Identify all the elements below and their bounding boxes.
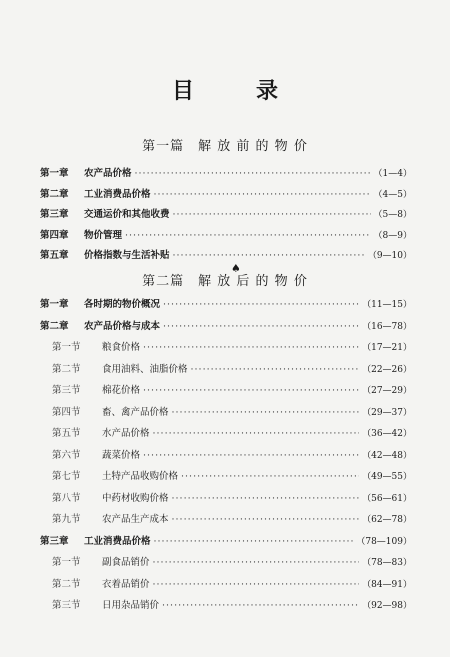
toc-entry-page: （1—4） <box>373 169 412 179</box>
toc-entry-page: （78—83） <box>362 558 412 568</box>
toc-entry-page: （42—48） <box>362 450 412 461</box>
toc-entry-page: （92—98） <box>362 601 412 611</box>
toc-entry[interactable] <box>40 382 412 398</box>
toc-entry[interactable] <box>40 533 412 549</box>
toc-entry[interactable] <box>40 227 412 243</box>
leader-dots <box>143 385 359 396</box>
leader-dots <box>135 168 371 179</box>
toc-entry-title: 工业消费品价格 <box>84 188 151 200</box>
toc-entry-page: （16—78） <box>362 321 412 332</box>
toc-entry-title: 中药材收购价格 <box>102 492 169 504</box>
toc-entry-page: （8—9） <box>373 230 412 241</box>
title-char-1: 目 <box>172 79 197 104</box>
toc-entry-title: 农产品价格与成本 <box>84 320 161 332</box>
ink-mark: ♠ <box>231 262 241 275</box>
toc-entry-number: 第六节 <box>52 449 81 461</box>
toc-entry-page: （27—29） <box>362 386 412 396</box>
toc-entry-number: 第五章 <box>40 250 69 261</box>
toc-entry-page: （84—91） <box>362 579 412 590</box>
toc-entry-number: 第四章 <box>40 229 69 241</box>
leader-dots <box>143 450 359 461</box>
toc-entry-number: 第四节 <box>52 406 81 418</box>
leader-dots <box>173 250 365 261</box>
toc-entry[interactable] <box>40 339 412 355</box>
leader-dots <box>163 299 359 310</box>
toc-entry-number: 第二节 <box>52 363 81 375</box>
toc-entry-title: 衣着品销价 <box>102 578 150 590</box>
toc-entry[interactable] <box>40 296 412 312</box>
toc-entry-page: （9—10） <box>367 251 412 261</box>
toc-entry-number: 第五节 <box>52 428 81 439</box>
leader-dots <box>181 471 359 482</box>
leader-dots <box>154 536 354 547</box>
toc-entry-title: 农产品生产成本 <box>102 514 169 525</box>
leader-dots <box>154 189 371 200</box>
toc-entry-number: 第一章 <box>40 299 69 310</box>
toc-entry[interactable] <box>40 490 412 506</box>
toc-entry-number: 第二章 <box>40 320 69 332</box>
toc-entry[interactable] <box>40 447 412 463</box>
toc-entry-page: （49—55） <box>362 472 412 482</box>
toc-entry[interactable] <box>40 318 412 334</box>
title-char-2: 录 <box>256 79 281 104</box>
toc-entry-title: 工业消费品价格 <box>84 535 151 547</box>
toc-entry[interactable] <box>40 186 412 202</box>
leader-dots <box>163 321 359 332</box>
toc-entry-number: 第三节 <box>52 385 81 396</box>
toc-entry-title: 畜、禽产品价格 <box>102 406 169 418</box>
toc-entry-page: （17—21） <box>362 343 412 353</box>
toc-entry-title: 日用杂品销价 <box>102 600 160 611</box>
leader-dots <box>172 407 360 418</box>
leader-dots <box>153 428 360 439</box>
leader-dots <box>172 493 360 504</box>
toc-entry[interactable] <box>40 247 412 263</box>
toc-entry-page: （62—78） <box>362 515 412 525</box>
toc-entry[interactable] <box>40 511 412 527</box>
toc-entry-title: 蔬菜价格 <box>102 449 141 461</box>
leader-dots <box>125 230 371 241</box>
toc-entry[interactable] <box>40 554 412 570</box>
toc-entry[interactable] <box>40 361 412 377</box>
toc-entry-title: 食用油料、油脂价格 <box>102 363 188 375</box>
toc-entry-number: 第一节 <box>52 342 81 353</box>
toc-entry-number: 第三章 <box>40 535 69 547</box>
leader-dots <box>172 514 360 525</box>
toc-entry-page: （36—42） <box>362 429 412 439</box>
toc-entry[interactable] <box>40 597 412 613</box>
toc-entry-page: （11—15） <box>362 300 412 310</box>
part-heading-2: 第二篇 解 放 后 的 物 价 <box>142 274 308 289</box>
toc-entry-number: 第九节 <box>52 514 81 525</box>
toc-entry[interactable] <box>40 165 412 181</box>
toc-entry-page: （5—8） <box>373 210 412 220</box>
toc-entry-page: （29—37） <box>362 407 412 418</box>
leader-dots <box>143 342 359 353</box>
toc-entry-page: （78—109） <box>356 536 412 547</box>
toc-entry[interactable] <box>40 576 412 592</box>
toc-entry[interactable] <box>40 468 412 484</box>
toc-entry-title: 水产品价格 <box>102 428 150 439</box>
toc-entry-page: （56—61） <box>362 493 412 504</box>
toc-entry-page: （4—5） <box>373 189 412 200</box>
toc-entry-title: 物价管理 <box>84 229 123 241</box>
toc-entry-number: 第一节 <box>52 557 81 568</box>
toc-entry[interactable] <box>40 404 412 420</box>
toc-entry-title: 副食品销价 <box>102 557 150 568</box>
leader-dots <box>162 600 359 611</box>
toc-entry-title: 各时期的物价概况 <box>84 299 161 310</box>
toc-entry[interactable] <box>40 206 412 222</box>
toc-entry-title: 交通运价和其他收费 <box>84 209 170 220</box>
toc-entry-title: 粮食价格 <box>102 342 141 353</box>
toc-entry-number: 第八节 <box>52 492 81 504</box>
toc-entry-title: 农产品价格 <box>84 168 132 179</box>
toc-entry[interactable] <box>40 425 412 441</box>
leader-dots <box>191 364 360 375</box>
toc-entry-number: 第三节 <box>52 600 81 611</box>
toc-entry-title: 价格指数与生活补贴 <box>84 250 170 261</box>
toc-entry-title: 土特产品收购价格 <box>102 471 179 482</box>
toc-entry-number: 第七节 <box>52 471 81 482</box>
leader-dots <box>153 579 360 590</box>
leader-dots <box>173 209 371 220</box>
part-heading-1: 第一篇 解 放 前 的 物 价 <box>142 139 308 154</box>
toc-entry-page: （22—26） <box>362 364 412 375</box>
leader-dots <box>153 557 360 568</box>
toc-entry-number: 第二章 <box>40 188 69 200</box>
toc-entry-number: 第一章 <box>40 168 69 179</box>
toc-entry-title: 棉花价格 <box>102 385 141 396</box>
toc-entry-number: 第三章 <box>40 209 69 220</box>
toc-entry-number: 第二节 <box>52 578 81 590</box>
